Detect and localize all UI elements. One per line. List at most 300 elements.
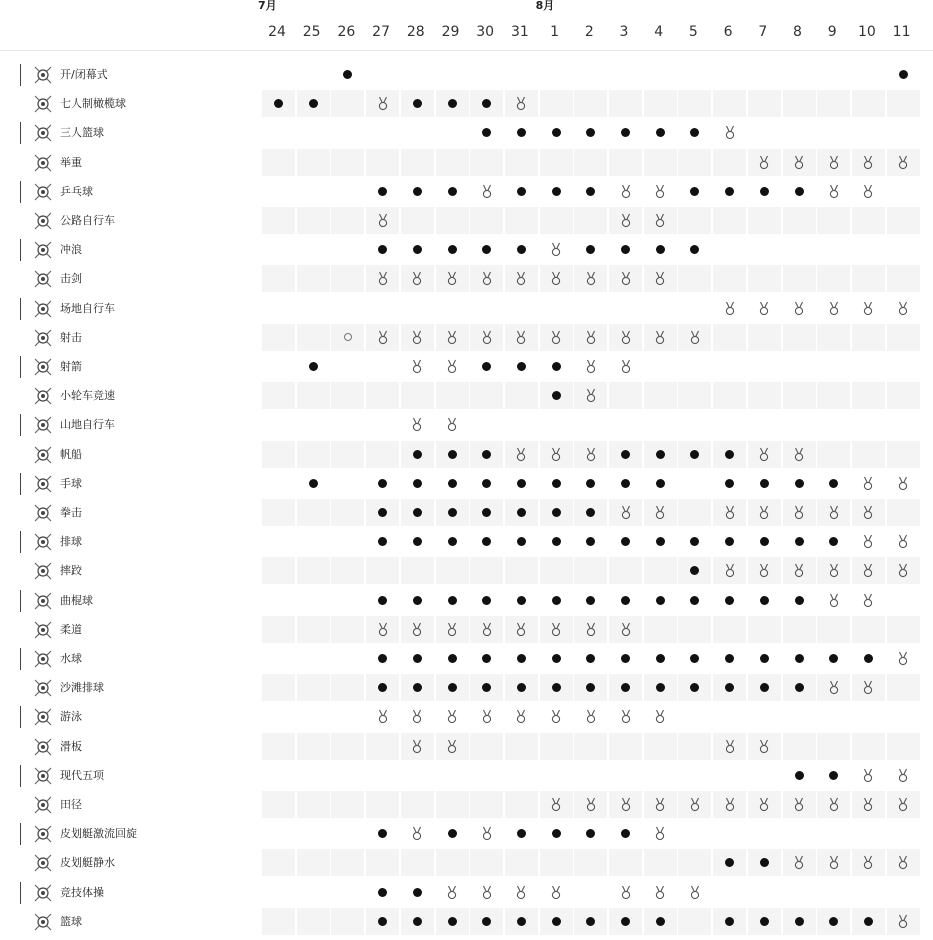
schedule-cell[interactable]	[887, 791, 920, 818]
schedule-cell[interactable]	[297, 470, 330, 497]
schedule-cell[interactable]	[574, 207, 607, 234]
schedule-cell[interactable]	[505, 908, 538, 935]
schedule-cell[interactable]	[436, 353, 469, 380]
schedule-cell[interactable]	[644, 265, 677, 292]
schedule-cell[interactable]	[470, 645, 503, 672]
schedule-cell[interactable]	[574, 470, 607, 497]
schedule-cell[interactable]	[297, 499, 330, 526]
schedule-cell[interactable]	[887, 411, 920, 438]
schedule-cell[interactable]	[366, 762, 399, 789]
schedule-cell[interactable]	[713, 908, 746, 935]
schedule-cell[interactable]	[713, 265, 746, 292]
schedule-cell[interactable]	[644, 119, 677, 146]
schedule-cell[interactable]	[470, 908, 503, 935]
schedule-cell[interactable]	[783, 674, 816, 701]
schedule-cell[interactable]	[783, 411, 816, 438]
schedule-cell[interactable]	[713, 411, 746, 438]
schedule-cell[interactable]	[470, 791, 503, 818]
schedule-cell[interactable]	[574, 791, 607, 818]
schedule-cell[interactable]	[678, 587, 711, 614]
schedule-cell[interactable]	[297, 616, 330, 643]
schedule-cell[interactable]	[262, 557, 295, 584]
schedule-cell[interactable]	[678, 908, 711, 935]
schedule-cell[interactable]	[609, 207, 642, 234]
schedule-cell[interactable]	[852, 470, 885, 497]
schedule-cell[interactable]	[470, 207, 503, 234]
sport-row[interactable]	[0, 732, 933, 761]
schedule-cell[interactable]	[540, 470, 573, 497]
schedule-cell[interactable]	[436, 587, 469, 614]
schedule-cell[interactable]	[574, 119, 607, 146]
schedule-cell[interactable]	[505, 499, 538, 526]
schedule-cell[interactable]	[678, 353, 711, 380]
schedule-cell[interactable]	[470, 470, 503, 497]
schedule-cell[interactable]	[470, 178, 503, 205]
schedule-cell[interactable]	[297, 557, 330, 584]
schedule-cell[interactable]	[297, 674, 330, 701]
schedule-cell[interactable]	[817, 470, 850, 497]
schedule-cell[interactable]	[436, 90, 469, 117]
schedule-cell[interactable]	[540, 382, 573, 409]
schedule-cell[interactable]	[748, 791, 781, 818]
schedule-cell[interactable]	[401, 908, 434, 935]
schedule-cell[interactable]	[887, 178, 920, 205]
schedule-cell[interactable]	[783, 236, 816, 263]
schedule-cell[interactable]	[297, 733, 330, 760]
schedule-cell[interactable]	[817, 616, 850, 643]
schedule-cell[interactable]	[297, 879, 330, 906]
schedule-cell[interactable]	[852, 207, 885, 234]
schedule-cell[interactable]	[505, 353, 538, 380]
schedule-cell[interactable]	[401, 324, 434, 351]
schedule-cell[interactable]	[678, 207, 711, 234]
schedule-cell[interactable]	[644, 353, 677, 380]
schedule-cell[interactable]	[574, 90, 607, 117]
sport-row[interactable]	[0, 410, 933, 439]
schedule-cell[interactable]	[366, 879, 399, 906]
schedule-cell[interactable]	[401, 587, 434, 614]
schedule-cell[interactable]	[401, 733, 434, 760]
schedule-cell[interactable]	[366, 849, 399, 876]
schedule-cell[interactable]	[297, 324, 330, 351]
schedule-cell[interactable]	[609, 645, 642, 672]
schedule-cell[interactable]	[678, 733, 711, 760]
schedule-cell[interactable]	[331, 499, 364, 526]
schedule-cell[interactable]	[678, 236, 711, 263]
schedule-cell[interactable]	[436, 528, 469, 555]
schedule-cell[interactable]	[852, 119, 885, 146]
schedule-cell[interactable]	[436, 820, 469, 847]
schedule-cell[interactable]	[644, 908, 677, 935]
schedule-cell[interactable]	[678, 90, 711, 117]
schedule-cell[interactable]	[748, 849, 781, 876]
schedule-cell[interactable]	[331, 178, 364, 205]
schedule-cell[interactable]	[887, 820, 920, 847]
schedule-cell[interactable]	[366, 178, 399, 205]
schedule-cell[interactable]	[540, 879, 573, 906]
schedule-cell[interactable]	[678, 674, 711, 701]
schedule-cell[interactable]	[540, 616, 573, 643]
schedule-cell[interactable]	[436, 849, 469, 876]
schedule-cell[interactable]	[609, 762, 642, 789]
schedule-cell[interactable]	[262, 61, 295, 88]
schedule-cell[interactable]	[748, 703, 781, 730]
sport-row[interactable]	[0, 235, 933, 264]
schedule-cell[interactable]	[436, 119, 469, 146]
schedule-cell[interactable]	[887, 499, 920, 526]
schedule-cell[interactable]	[366, 470, 399, 497]
schedule-cell[interactable]	[470, 849, 503, 876]
schedule-cell[interactable]	[887, 236, 920, 263]
sport-row[interactable]	[0, 615, 933, 644]
schedule-cell[interactable]	[401, 119, 434, 146]
schedule-cell[interactable]	[574, 616, 607, 643]
schedule-cell[interactable]	[401, 557, 434, 584]
sport-row[interactable]	[0, 586, 933, 615]
schedule-cell[interactable]	[713, 674, 746, 701]
schedule-cell[interactable]	[678, 119, 711, 146]
schedule-cell[interactable]	[852, 295, 885, 322]
schedule-cell[interactable]	[887, 353, 920, 380]
schedule-cell[interactable]	[748, 587, 781, 614]
schedule-cell[interactable]	[817, 265, 850, 292]
schedule-cell[interactable]	[470, 382, 503, 409]
schedule-cell[interactable]	[505, 557, 538, 584]
schedule-cell[interactable]	[297, 762, 330, 789]
schedule-cell[interactable]	[713, 295, 746, 322]
schedule-cell[interactable]	[401, 616, 434, 643]
schedule-cell[interactable]	[887, 908, 920, 935]
schedule-cell[interactable]	[540, 61, 573, 88]
schedule-cell[interactable]	[609, 61, 642, 88]
schedule-cell[interactable]	[748, 265, 781, 292]
schedule-cell[interactable]	[574, 587, 607, 614]
schedule-cell[interactable]	[436, 674, 469, 701]
schedule-cell[interactable]	[678, 324, 711, 351]
schedule-cell[interactable]	[540, 762, 573, 789]
schedule-cell[interactable]	[401, 149, 434, 176]
schedule-cell[interactable]	[783, 61, 816, 88]
schedule-cell[interactable]	[470, 703, 503, 730]
schedule-cell[interactable]	[713, 587, 746, 614]
schedule-cell[interactable]	[366, 820, 399, 847]
schedule-cell[interactable]	[540, 499, 573, 526]
schedule-cell[interactable]	[470, 499, 503, 526]
schedule-cell[interactable]	[436, 61, 469, 88]
schedule-cell[interactable]	[574, 265, 607, 292]
schedule-cell[interactable]	[401, 499, 434, 526]
schedule-cell[interactable]	[748, 879, 781, 906]
schedule-cell[interactable]	[644, 149, 677, 176]
schedule-cell[interactable]	[505, 236, 538, 263]
schedule-cell[interactable]	[574, 528, 607, 555]
schedule-cell[interactable]	[678, 528, 711, 555]
schedule-cell[interactable]	[331, 265, 364, 292]
schedule-cell[interactable]	[887, 382, 920, 409]
schedule-cell[interactable]	[297, 149, 330, 176]
schedule-cell[interactable]	[887, 733, 920, 760]
schedule-cell[interactable]	[887, 703, 920, 730]
schedule-cell[interactable]	[297, 61, 330, 88]
schedule-cell[interactable]	[678, 557, 711, 584]
schedule-cell[interactable]	[436, 879, 469, 906]
schedule-cell[interactable]	[505, 791, 538, 818]
schedule-cell[interactable]	[887, 207, 920, 234]
schedule-cell[interactable]	[401, 470, 434, 497]
schedule-cell[interactable]	[748, 178, 781, 205]
schedule-cell[interactable]	[505, 645, 538, 672]
schedule-cell[interactable]	[366, 382, 399, 409]
schedule-cell[interactable]	[470, 820, 503, 847]
sport-row[interactable]	[0, 848, 933, 877]
schedule-cell[interactable]	[401, 353, 434, 380]
schedule-cell[interactable]	[713, 90, 746, 117]
schedule-cell[interactable]	[262, 149, 295, 176]
schedule-cell[interactable]	[783, 849, 816, 876]
schedule-cell[interactable]	[331, 382, 364, 409]
schedule-cell[interactable]	[470, 324, 503, 351]
schedule-cell[interactable]	[505, 149, 538, 176]
schedule-cell[interactable]	[366, 119, 399, 146]
schedule-cell[interactable]	[401, 645, 434, 672]
schedule-cell[interactable]	[331, 820, 364, 847]
schedule-cell[interactable]	[401, 849, 434, 876]
schedule-cell[interactable]	[852, 353, 885, 380]
schedule-cell[interactable]	[678, 411, 711, 438]
schedule-cell[interactable]	[713, 353, 746, 380]
schedule-cell[interactable]	[470, 762, 503, 789]
schedule-cell[interactable]	[783, 149, 816, 176]
schedule-cell[interactable]	[644, 616, 677, 643]
schedule-cell[interactable]	[887, 674, 920, 701]
schedule-cell[interactable]	[540, 353, 573, 380]
schedule-cell[interactable]	[262, 908, 295, 935]
schedule-cell[interactable]	[644, 236, 677, 263]
schedule-cell[interactable]	[436, 616, 469, 643]
schedule-cell[interactable]	[644, 441, 677, 468]
schedule-cell[interactable]	[644, 879, 677, 906]
schedule-cell[interactable]	[262, 353, 295, 380]
schedule-cell[interactable]	[574, 703, 607, 730]
schedule-cell[interactable]	[852, 178, 885, 205]
schedule-cell[interactable]	[817, 791, 850, 818]
schedule-cell[interactable]	[401, 762, 434, 789]
schedule-cell[interactable]	[713, 178, 746, 205]
schedule-cell[interactable]	[783, 265, 816, 292]
schedule-cell[interactable]	[262, 879, 295, 906]
schedule-cell[interactable]	[783, 762, 816, 789]
schedule-cell[interactable]	[713, 528, 746, 555]
schedule-cell[interactable]	[609, 703, 642, 730]
schedule-cell[interactable]	[713, 236, 746, 263]
schedule-cell[interactable]	[470, 265, 503, 292]
schedule-cell[interactable]	[644, 733, 677, 760]
schedule-cell[interactable]	[713, 61, 746, 88]
schedule-cell[interactable]	[678, 849, 711, 876]
schedule-cell[interactable]	[470, 295, 503, 322]
schedule-cell[interactable]	[366, 908, 399, 935]
schedule-cell[interactable]	[609, 879, 642, 906]
schedule-cell[interactable]	[540, 587, 573, 614]
schedule-cell[interactable]	[817, 353, 850, 380]
schedule-cell[interactable]	[748, 149, 781, 176]
schedule-cell[interactable]	[262, 587, 295, 614]
schedule-cell[interactable]	[436, 703, 469, 730]
sport-row[interactable]	[0, 323, 933, 352]
schedule-cell[interactable]	[644, 587, 677, 614]
schedule-cell[interactable]	[678, 879, 711, 906]
schedule-cell[interactable]	[713, 441, 746, 468]
schedule-cell[interactable]	[748, 295, 781, 322]
schedule-cell[interactable]	[817, 236, 850, 263]
schedule-cell[interactable]	[817, 149, 850, 176]
schedule-cell[interactable]	[852, 324, 885, 351]
schedule-cell[interactable]	[436, 411, 469, 438]
schedule-cell[interactable]	[574, 674, 607, 701]
schedule-cell[interactable]	[644, 324, 677, 351]
schedule-cell[interactable]	[540, 645, 573, 672]
schedule-cell[interactable]	[436, 499, 469, 526]
schedule-cell[interactable]	[713, 382, 746, 409]
schedule-cell[interactable]	[540, 528, 573, 555]
schedule-cell[interactable]	[331, 528, 364, 555]
sport-row[interactable]	[0, 673, 933, 702]
schedule-cell[interactable]	[297, 178, 330, 205]
schedule-cell[interactable]	[678, 499, 711, 526]
schedule-cell[interactable]	[540, 236, 573, 263]
schedule-cell[interactable]	[366, 645, 399, 672]
schedule-cell[interactable]	[644, 674, 677, 701]
schedule-cell[interactable]	[574, 499, 607, 526]
schedule-cell[interactable]	[713, 820, 746, 847]
schedule-cell[interactable]	[470, 61, 503, 88]
schedule-cell[interactable]	[748, 119, 781, 146]
schedule-cell[interactable]	[331, 411, 364, 438]
schedule-cell[interactable]	[887, 119, 920, 146]
schedule-cell[interactable]	[817, 528, 850, 555]
schedule-cell[interactable]	[297, 90, 330, 117]
schedule-cell[interactable]	[331, 61, 364, 88]
schedule-cell[interactable]	[678, 470, 711, 497]
schedule-cell[interactable]	[470, 616, 503, 643]
schedule-cell[interactable]	[505, 528, 538, 555]
schedule-cell[interactable]	[366, 703, 399, 730]
schedule-cell[interactable]	[887, 587, 920, 614]
schedule-cell[interactable]	[574, 879, 607, 906]
schedule-cell[interactable]	[713, 149, 746, 176]
schedule-cell[interactable]	[505, 441, 538, 468]
schedule-cell[interactable]	[887, 645, 920, 672]
schedule-cell[interactable]	[331, 119, 364, 146]
schedule-cell[interactable]	[574, 908, 607, 935]
sport-row[interactable]	[0, 644, 933, 673]
schedule-cell[interactable]	[783, 645, 816, 672]
schedule-cell[interactable]	[331, 207, 364, 234]
schedule-cell[interactable]	[297, 353, 330, 380]
schedule-cell[interactable]	[817, 499, 850, 526]
schedule-cell[interactable]	[609, 382, 642, 409]
schedule-cell[interactable]	[436, 762, 469, 789]
schedule-cell[interactable]	[852, 265, 885, 292]
schedule-cell[interactable]	[366, 90, 399, 117]
schedule-cell[interactable]	[609, 557, 642, 584]
schedule-cell[interactable]	[505, 207, 538, 234]
schedule-cell[interactable]	[852, 149, 885, 176]
schedule-cell[interactable]	[644, 499, 677, 526]
schedule-cell[interactable]	[505, 382, 538, 409]
schedule-cell[interactable]	[817, 441, 850, 468]
schedule-cell[interactable]	[609, 178, 642, 205]
schedule-cell[interactable]	[297, 441, 330, 468]
schedule-cell[interactable]	[644, 791, 677, 818]
schedule-cell[interactable]	[713, 207, 746, 234]
schedule-cell[interactable]	[297, 645, 330, 672]
schedule-cell[interactable]	[401, 236, 434, 263]
schedule-cell[interactable]	[331, 791, 364, 818]
schedule-cell[interactable]	[817, 849, 850, 876]
schedule-cell[interactable]	[505, 470, 538, 497]
schedule-cell[interactable]	[470, 528, 503, 555]
schedule-cell[interactable]	[644, 178, 677, 205]
schedule-cell[interactable]	[505, 324, 538, 351]
schedule-cell[interactable]	[609, 411, 642, 438]
sport-row[interactable]	[0, 469, 933, 498]
schedule-cell[interactable]	[574, 149, 607, 176]
sport-row[interactable]	[0, 761, 933, 790]
schedule-cell[interactable]	[852, 645, 885, 672]
schedule-cell[interactable]	[748, 441, 781, 468]
schedule-cell[interactable]	[470, 90, 503, 117]
schedule-cell[interactable]	[436, 295, 469, 322]
schedule-cell[interactable]	[609, 90, 642, 117]
schedule-cell[interactable]	[366, 411, 399, 438]
schedule-cell[interactable]	[540, 791, 573, 818]
schedule-cell[interactable]	[713, 791, 746, 818]
schedule-cell[interactable]	[678, 820, 711, 847]
schedule-cell[interactable]	[436, 324, 469, 351]
schedule-cell[interactable]	[748, 353, 781, 380]
schedule-cell[interactable]	[470, 674, 503, 701]
schedule-cell[interactable]	[505, 411, 538, 438]
schedule-cell[interactable]	[574, 645, 607, 672]
schedule-cell[interactable]	[887, 324, 920, 351]
schedule-cell[interactable]	[817, 820, 850, 847]
schedule-cell[interactable]	[678, 295, 711, 322]
schedule-cell[interactable]	[262, 324, 295, 351]
schedule-cell[interactable]	[609, 616, 642, 643]
schedule-cell[interactable]	[366, 324, 399, 351]
schedule-cell[interactable]	[748, 733, 781, 760]
schedule-cell[interactable]	[713, 499, 746, 526]
schedule-cell[interactable]	[817, 703, 850, 730]
schedule-cell[interactable]	[262, 441, 295, 468]
sport-row[interactable]	[0, 819, 933, 848]
schedule-cell[interactable]	[817, 733, 850, 760]
schedule-cell[interactable]	[540, 149, 573, 176]
schedule-cell[interactable]	[609, 528, 642, 555]
schedule-cell[interactable]	[366, 353, 399, 380]
schedule-cell[interactable]	[297, 411, 330, 438]
schedule-cell[interactable]	[505, 703, 538, 730]
schedule-cell[interactable]	[297, 382, 330, 409]
schedule-cell[interactable]	[297, 265, 330, 292]
schedule-cell[interactable]	[331, 616, 364, 643]
schedule-cell[interactable]	[540, 295, 573, 322]
schedule-cell[interactable]	[540, 674, 573, 701]
schedule-cell[interactable]	[436, 733, 469, 760]
schedule-cell[interactable]	[505, 762, 538, 789]
schedule-cell[interactable]	[574, 178, 607, 205]
